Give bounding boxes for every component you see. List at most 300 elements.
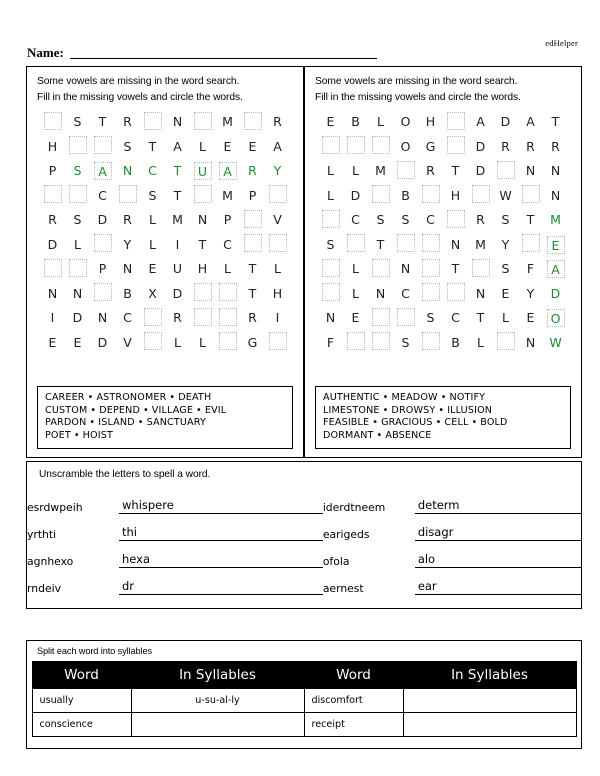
word-search-cell[interactable]: [140, 159, 165, 184]
missing-vowel-box[interactable]: [119, 185, 137, 203]
syllables-panel: [26, 640, 582, 749]
word-search-cell[interactable]: [165, 257, 190, 282]
word-search-cell[interactable]: [368, 233, 393, 258]
word-search-cell[interactable]: [265, 331, 290, 356]
word-search-cell[interactable]: [543, 282, 568, 307]
word-search-cell[interactable]: [318, 208, 343, 233]
word-search-cell[interactable]: [393, 110, 418, 135]
word-search-cell[interactable]: [443, 331, 468, 356]
word-search-cell[interactable]: [65, 282, 90, 307]
word-search-left-grid[interactable]: [40, 110, 290, 355]
word-search-cell[interactable]: [418, 159, 443, 184]
word-search-cell[interactable]: [443, 306, 468, 331]
syllables-answer-cell[interactable]: [403, 689, 576, 713]
word-search-cell[interactable]: [140, 110, 165, 135]
word-search-cell[interactable]: [65, 110, 90, 135]
word-search-cell[interactable]: [265, 257, 290, 282]
word-search-cell[interactable]: [518, 257, 543, 282]
word-search-cell[interactable]: [518, 159, 543, 184]
syllables-answer-cell[interactable]: u-su-al-ly: [131, 689, 304, 713]
word-search-cell[interactable]: [215, 282, 240, 307]
word-search-cell[interactable]: [368, 110, 393, 135]
missing-vowel-box[interactable]: E: [547, 236, 565, 254]
word-search-cell[interactable]: [518, 110, 543, 135]
word-search-cell[interactable]: [40, 331, 65, 356]
word-search-cell[interactable]: [40, 135, 65, 160]
word-search-cell[interactable]: [368, 208, 393, 233]
word-search-cell[interactable]: [240, 257, 265, 282]
word-search-row: [318, 233, 568, 258]
word-search-cell[interactable]: [518, 135, 543, 160]
word-search-cell[interactable]: [393, 306, 418, 331]
word-search-cell[interactable]: [418, 184, 443, 209]
word-search-cell[interactable]: [215, 233, 240, 258]
word-search-cell[interactable]: [418, 233, 443, 258]
word-search-cell[interactable]: [40, 184, 65, 209]
word-search-cell[interactable]: [518, 306, 543, 331]
instruction-line-1: Some vowels are missing in the word search.: [315, 76, 518, 87]
word-search-cell[interactable]: [140, 331, 165, 356]
grid-letter: B: [401, 187, 410, 203]
wordlist-word: ILLUSION: [447, 404, 493, 416]
word-search-cell[interactable]: [215, 331, 240, 356]
word-search-cell[interactable]: [543, 184, 568, 209]
missing-vowel-box[interactable]: [144, 332, 162, 350]
word-search-cell[interactable]: [265, 208, 290, 233]
word-search-cell[interactable]: [543, 306, 568, 331]
word-search-cell[interactable]: [318, 331, 343, 356]
word-search-cell[interactable]: [543, 208, 568, 233]
missing-vowel-box[interactable]: [219, 332, 237, 350]
word-search-cell[interactable]: [468, 110, 493, 135]
word-search-cell[interactable]: [493, 135, 518, 160]
missing-vowel-box[interactable]: [194, 283, 212, 301]
word-search-cell[interactable]: [318, 135, 343, 160]
word-search-cell[interactable]: [318, 257, 343, 282]
word-search-cell[interactable]: [140, 233, 165, 258]
word-search-cell[interactable]: [240, 306, 265, 331]
syllables-answer-cell[interactable]: [131, 713, 304, 737]
word-search-cell[interactable]: [493, 306, 518, 331]
grid-letter: S: [326, 236, 335, 252]
word-search-cell[interactable]: [40, 233, 65, 258]
word-search-cell[interactable]: [115, 184, 140, 209]
word-search-cell[interactable]: [265, 159, 290, 184]
missing-vowel-box[interactable]: [144, 112, 162, 130]
missing-vowel-box[interactable]: [69, 136, 87, 154]
word-search-cell[interactable]: [190, 184, 215, 209]
missing-vowel-box[interactable]: A: [94, 162, 112, 180]
answer-input-line[interactable]: ear: [415, 578, 581, 595]
answer-input-line[interactable]: dr: [119, 578, 323, 595]
missing-vowel-box[interactable]: [94, 234, 112, 252]
word-search-cell[interactable]: [40, 306, 65, 331]
missing-vowel-box[interactable]: [244, 210, 262, 228]
word-search-cell[interactable]: [368, 282, 393, 307]
word-search-cell[interactable]: [190, 282, 215, 307]
missing-vowel-box[interactable]: [219, 283, 237, 301]
word-search-cell[interactable]: [115, 135, 140, 160]
word-search-cell[interactable]: [40, 159, 65, 184]
answer-input-line[interactable]: thi: [119, 524, 323, 541]
syllables-answer-cell[interactable]: [403, 713, 576, 737]
word-search-cell[interactable]: [443, 282, 468, 307]
word-search-cell[interactable]: [240, 110, 265, 135]
missing-vowel-box[interactable]: [372, 308, 390, 326]
word-search-cell[interactable]: [115, 257, 140, 282]
word-search-cell[interactable]: [215, 184, 240, 209]
missing-vowel-box[interactable]: [194, 112, 212, 130]
word-search-cell[interactable]: [215, 306, 240, 331]
grid-letter: Y: [501, 236, 510, 252]
word-search-cell[interactable]: [90, 282, 115, 307]
word-search-cell[interactable]: [240, 208, 265, 233]
word-search-cell[interactable]: [493, 159, 518, 184]
word-search-cell[interactable]: [318, 110, 343, 135]
word-search-cell[interactable]: [165, 331, 190, 356]
missing-vowel-box[interactable]: [522, 234, 540, 252]
missing-vowel-box[interactable]: [397, 161, 415, 179]
word-search-cell[interactable]: [393, 208, 418, 233]
word-search-cell[interactable]: [65, 159, 90, 184]
missing-vowel-box[interactable]: [397, 234, 415, 252]
word-search-cell[interactable]: [115, 159, 140, 184]
grid-letter: A: [476, 114, 485, 130]
word-search-cell[interactable]: [165, 110, 190, 135]
word-search-cell[interactable]: [65, 306, 90, 331]
word-search-cell[interactable]: [90, 331, 115, 356]
word-search-cell[interactable]: [65, 135, 90, 160]
word-search-cell[interactable]: [368, 184, 393, 209]
word-search-cell[interactable]: [418, 306, 443, 331]
missing-vowel-box[interactable]: [472, 185, 490, 203]
word-search-cell[interactable]: [443, 135, 468, 160]
missing-vowel-box[interactable]: [244, 112, 262, 130]
word-search-cell[interactable]: [90, 110, 115, 135]
word-search-cell[interactable]: [518, 184, 543, 209]
missing-vowel-box[interactable]: U: [194, 162, 212, 180]
word-search-cell[interactable]: [240, 282, 265, 307]
word-search-cell[interactable]: [518, 233, 543, 258]
word-search-cell[interactable]: [418, 331, 443, 356]
missing-vowel-box[interactable]: [269, 332, 287, 350]
word-search-cell[interactable]: [343, 257, 368, 282]
word-search-cell[interactable]: [115, 110, 140, 135]
word-search-cell[interactable]: [543, 159, 568, 184]
answer-cell-right: [415, 487, 581, 514]
word-search-cell[interactable]: [443, 208, 468, 233]
word-search-cell[interactable]: [165, 306, 190, 331]
word-search-cell[interactable]: [165, 282, 190, 307]
word-search-cell[interactable]: [140, 184, 165, 209]
answer-input-line[interactable]: whispere: [119, 497, 323, 514]
word-search-cell[interactable]: [65, 331, 90, 356]
word-search-cell[interactable]: [240, 184, 265, 209]
word-search-right-grid[interactable]: [318, 110, 568, 355]
word-search-cell[interactable]: [90, 184, 115, 209]
word-search-cell[interactable]: [468, 208, 493, 233]
word-search-cell[interactable]: [40, 208, 65, 233]
word-search-cell[interactable]: [65, 257, 90, 282]
missing-vowel-box[interactable]: [347, 136, 365, 154]
word-search-cell[interactable]: [443, 159, 468, 184]
missing-vowel-box[interactable]: [522, 185, 540, 203]
word-search-cell[interactable]: [215, 110, 240, 135]
word-search-cell[interactable]: [368, 159, 393, 184]
word-search-cell[interactable]: [265, 306, 290, 331]
word-search-cell[interactable]: [265, 135, 290, 160]
word-search-cell[interactable]: [368, 331, 393, 356]
missing-vowel-box[interactable]: [372, 136, 390, 154]
word-search-cell[interactable]: [443, 184, 468, 209]
word-search-cell[interactable]: [40, 282, 65, 307]
word-search-cell[interactable]: [418, 208, 443, 233]
missing-vowel-box[interactable]: [397, 308, 415, 326]
grid-letter: N: [122, 261, 133, 277]
word-search-cell[interactable]: [368, 257, 393, 282]
word-search-cell[interactable]: [65, 208, 90, 233]
word-search-cell[interactable]: [140, 135, 165, 160]
missing-vowel-box[interactable]: [422, 234, 440, 252]
word-search-cell[interactable]: [115, 282, 140, 307]
missing-vowel-box[interactable]: [44, 185, 62, 203]
word-search-cell[interactable]: [190, 135, 215, 160]
word-search-cell[interactable]: [318, 233, 343, 258]
missing-vowel-box[interactable]: [244, 234, 262, 252]
word-search-cell[interactable]: [468, 184, 493, 209]
word-search-cell[interactable]: [165, 184, 190, 209]
missing-vowel-box[interactable]: [194, 185, 212, 203]
word-search-cell[interactable]: [190, 306, 215, 331]
word-search-cell[interactable]: [215, 257, 240, 282]
word-search-cell[interactable]: [443, 110, 468, 135]
grid-letter: E: [148, 261, 157, 277]
missing-vowel-box[interactable]: [94, 136, 112, 154]
missing-vowel-box[interactable]: [447, 112, 465, 130]
word-search-cell[interactable]: [215, 208, 240, 233]
word-search-cell[interactable]: [518, 208, 543, 233]
word-search-cell[interactable]: [493, 257, 518, 282]
word-search-cell[interactable]: [140, 306, 165, 331]
word-search-cell[interactable]: [368, 306, 393, 331]
word-search-cell[interactable]: [140, 257, 165, 282]
word-search-cell[interactable]: [318, 184, 343, 209]
word-search-cell[interactable]: [190, 331, 215, 356]
missing-vowel-box[interactable]: [422, 283, 440, 301]
missing-vowel-box[interactable]: [69, 185, 87, 203]
word-search-cell[interactable]: [393, 184, 418, 209]
word-search-cell[interactable]: [343, 184, 368, 209]
word-search-cell[interactable]: [468, 233, 493, 258]
word-search-cell[interactable]: [165, 233, 190, 258]
word-search-cell[interactable]: [543, 135, 568, 160]
word-search-cell[interactable]: [543, 110, 568, 135]
word-search-cell[interactable]: [190, 110, 215, 135]
grid-letter: N: [122, 163, 133, 179]
word-search-cell[interactable]: [343, 135, 368, 160]
missing-vowel-box[interactable]: [269, 234, 287, 252]
missing-vowel-box[interactable]: [447, 283, 465, 301]
word-search-cell[interactable]: [343, 208, 368, 233]
answer-cell-left: [119, 514, 323, 541]
word-search-cell[interactable]: [265, 184, 290, 209]
word-search-cell[interactable]: [165, 135, 190, 160]
word-search-cell[interactable]: [318, 159, 343, 184]
word-search-cell[interactable]: [318, 306, 343, 331]
word-search-cell[interactable]: [393, 159, 418, 184]
word-search-cell[interactable]: [343, 282, 368, 307]
word-search-cell[interactable]: [65, 184, 90, 209]
grid-letter: Y: [526, 285, 535, 301]
word-search-cell[interactable]: [265, 233, 290, 258]
word-search-cell[interactable]: [418, 282, 443, 307]
word-search-cell[interactable]: [343, 331, 368, 356]
word-search-cell[interactable]: [393, 282, 418, 307]
word-search-cell[interactable]: [165, 159, 190, 184]
word-search-cell[interactable]: [493, 110, 518, 135]
word-search-cell[interactable]: [468, 282, 493, 307]
word-search-cell[interactable]: [543, 233, 568, 258]
missing-vowel-box[interactable]: [219, 308, 237, 326]
word-search-cell[interactable]: [115, 306, 140, 331]
word-search-cell[interactable]: [90, 233, 115, 258]
word-search-cell[interactable]: [468, 159, 493, 184]
word-search-cell[interactable]: [418, 135, 443, 160]
word-search-cell[interactable]: [518, 331, 543, 356]
word-search-cell[interactable]: [343, 110, 368, 135]
word-search-cell[interactable]: [443, 257, 468, 282]
word-search-cell[interactable]: [343, 306, 368, 331]
word-search-cell[interactable]: [90, 257, 115, 282]
word-search-cell[interactable]: [393, 331, 418, 356]
grid-letter: T: [551, 114, 560, 130]
word-search-cell[interactable]: [140, 208, 165, 233]
word-search-cell[interactable]: [418, 257, 443, 282]
word-search-cell[interactable]: [493, 184, 518, 209]
answer-input-line[interactable]: alo: [415, 551, 581, 568]
word-search-cell[interactable]: [40, 257, 65, 282]
word-search-cell[interactable]: [165, 208, 190, 233]
word-search-cell[interactable]: [468, 306, 493, 331]
grid-letter: R: [173, 310, 182, 326]
answer-input-line[interactable]: disagr: [415, 524, 581, 541]
missing-vowel-box[interactable]: [322, 283, 340, 301]
missing-vowel-box[interactable]: [322, 210, 340, 228]
word-search-cell[interactable]: [240, 135, 265, 160]
word-search-cell[interactable]: [265, 110, 290, 135]
missing-vowel-box[interactable]: [422, 332, 440, 350]
word-search-cell[interactable]: [265, 282, 290, 307]
missing-vowel-box[interactable]: [447, 136, 465, 154]
word-search-cell[interactable]: [493, 233, 518, 258]
word-search-cell[interactable]: [240, 159, 265, 184]
wordlist-word: MEADOW: [391, 392, 438, 404]
missing-vowel-box[interactable]: [194, 308, 212, 326]
missing-vowel-box[interactable]: [94, 283, 112, 301]
word-search-row: [40, 135, 290, 160]
missing-vowel-box[interactable]: [472, 259, 490, 277]
missing-vowel-box[interactable]: [497, 161, 515, 179]
missing-vowel-box[interactable]: [497, 332, 515, 350]
word-search-cell[interactable]: [368, 135, 393, 160]
word-search-cell[interactable]: [343, 159, 368, 184]
answer-input-line[interactable]: hexa: [119, 551, 323, 568]
word-search-cell[interactable]: [493, 282, 518, 307]
missing-vowel-box[interactable]: [269, 185, 287, 203]
wordlist-word: LIMESTONE: [323, 404, 380, 416]
missing-vowel-box[interactable]: [347, 234, 365, 252]
word-search-cell[interactable]: [543, 257, 568, 282]
grid-letter: R: [123, 114, 132, 130]
missing-vowel-box[interactable]: [422, 185, 440, 203]
missing-vowel-box[interactable]: [69, 259, 87, 277]
word-search-cell[interactable]: [115, 233, 140, 258]
word-search-cell[interactable]: [393, 233, 418, 258]
word-search-cell[interactable]: [90, 306, 115, 331]
word-search-cell[interactable]: [343, 233, 368, 258]
word-search-cell[interactable]: [115, 331, 140, 356]
name-input-line[interactable]: [70, 47, 377, 59]
missing-vowel-box[interactable]: [347, 332, 365, 350]
word-search-cell[interactable]: [493, 331, 518, 356]
word-search-cell[interactable]: [190, 159, 215, 184]
word-search-cell[interactable]: [393, 135, 418, 160]
word-search-cell[interactable]: [90, 208, 115, 233]
word-search-cell[interactable]: [215, 135, 240, 160]
missing-vowel-box[interactable]: [447, 210, 465, 228]
word-search-cell[interactable]: [518, 282, 543, 307]
word-search-cell[interactable]: [190, 233, 215, 258]
wordlist-word: DORMANT: [323, 429, 374, 441]
word-search-cell[interactable]: [418, 110, 443, 135]
answer-input-line[interactable]: determ: [415, 497, 581, 514]
missing-vowel-box[interactable]: [422, 259, 440, 277]
scrambled-word-left: rndeiv: [27, 582, 61, 595]
missing-vowel-box[interactable]: [372, 185, 390, 203]
word-search-cell[interactable]: [140, 282, 165, 307]
missing-vowel-box[interactable]: A: [547, 260, 565, 278]
missing-vowel-box[interactable]: [322, 259, 340, 277]
missing-vowel-box[interactable]: [44, 112, 62, 130]
word-search-cell[interactable]: [190, 208, 215, 233]
word-search-cell[interactable]: [65, 233, 90, 258]
word-search-cell[interactable]: [215, 159, 240, 184]
missing-vowel-box[interactable]: O: [547, 309, 565, 327]
word-search-cell[interactable]: [240, 233, 265, 258]
word-search-cell[interactable]: [90, 135, 115, 160]
word-search-cell[interactable]: [493, 208, 518, 233]
word-search-cell[interactable]: [393, 257, 418, 282]
word-search-cell[interactable]: [543, 331, 568, 356]
missing-vowel-box[interactable]: [322, 136, 340, 154]
word-search-cell[interactable]: [190, 257, 215, 282]
word-search-cell[interactable]: [40, 110, 65, 135]
word-search-cell[interactable]: [468, 257, 493, 282]
missing-vowel-box[interactable]: A: [219, 162, 237, 180]
word-search-cell[interactable]: [468, 331, 493, 356]
word-search-cell[interactable]: [115, 208, 140, 233]
missing-vowel-box[interactable]: [144, 308, 162, 326]
missing-vowel-box[interactable]: [372, 259, 390, 277]
missing-vowel-box[interactable]: [372, 332, 390, 350]
word-search-cell[interactable]: [240, 331, 265, 356]
word-search-cell[interactable]: [318, 282, 343, 307]
missing-vowel-box[interactable]: [44, 259, 62, 277]
word-search-cell[interactable]: [468, 135, 493, 160]
word-search-cell[interactable]: [90, 159, 115, 184]
word-search-cell[interactable]: [443, 233, 468, 258]
grid-letter: L: [327, 163, 334, 179]
